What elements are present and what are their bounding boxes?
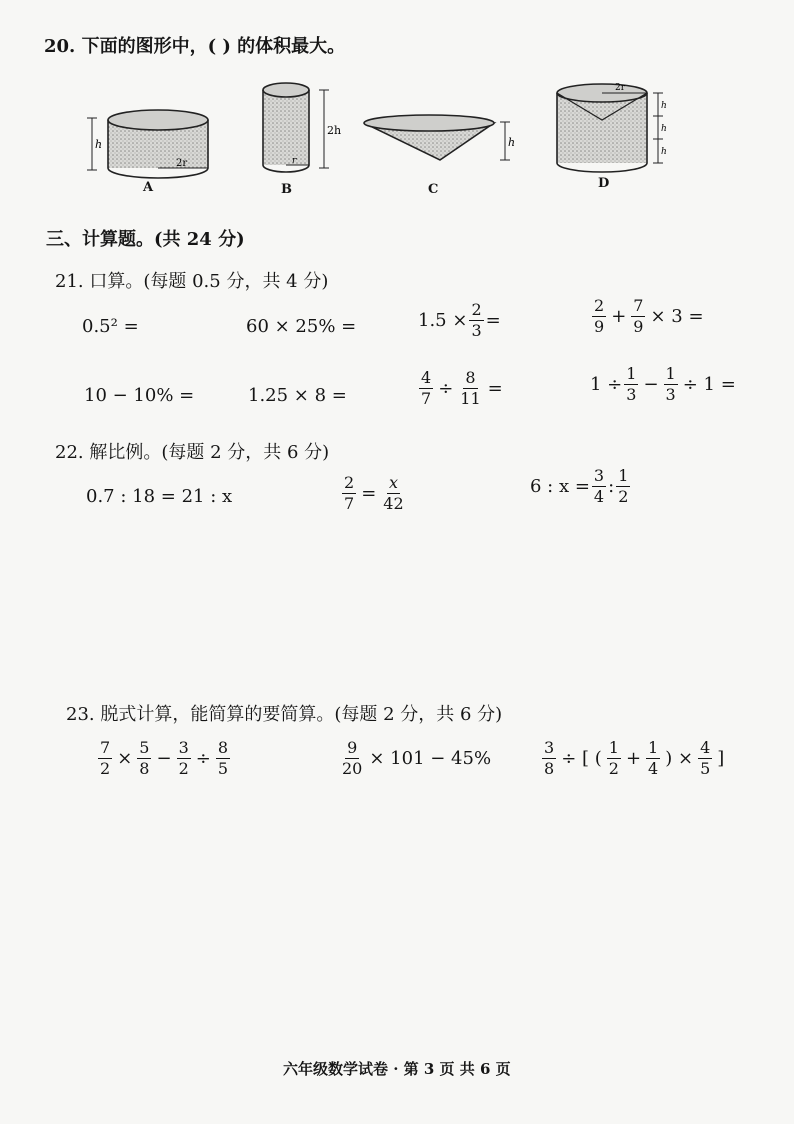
q21-expr-8: 1 ÷ $\frac{1}{3}$ − $\frac{1}{3}$ ÷ 1 = <box>590 364 736 404</box>
svg-text:h: h <box>661 147 667 157</box>
shape-d-label: D <box>598 176 610 191</box>
q21-title: 21. 口算。(每题 0.5 分，共 4 分) <box>55 271 329 292</box>
q22-title: 22. 解比例。(每题 2 分，共 6 分) <box>55 442 330 463</box>
svg-text:2r: 2r <box>615 83 626 93</box>
q20-shapes <box>80 78 680 208</box>
section-3-title: 三、计算题。(共 24 分) <box>46 229 245 250</box>
q21-expr-7: $\frac{4}{7}$ ÷ $\frac{8}{11}$ = <box>421 368 503 408</box>
page-footer: 六年级数学试卷 · 第 3 页 共 6 页 <box>283 1060 511 1078</box>
svg-text:h: h <box>95 138 103 151</box>
q22-expr-2: $\frac{2}{7}$ = $\frac{x}{42}$ <box>344 473 404 513</box>
shape-a-label: A <box>143 180 154 195</box>
q21-expr-2: 60 × 25% = <box>246 316 357 337</box>
cylinder-d <box>557 83 667 172</box>
q23-expr-1: $\frac{7}{2}$ × $\frac{5}{8}$ − $\frac{3}{2}$ ÷ $\frac{8}{5}$ <box>100 738 229 778</box>
q21-expr-6: 1.25 × 8 = <box>248 385 347 406</box>
shape-c-label: C <box>428 182 439 197</box>
cylinder-a <box>87 110 208 178</box>
svg-text:r: r <box>292 156 297 166</box>
svg-text:h: h <box>508 136 516 149</box>
q22-expr-3: 6 : x = $\frac{3}{4}$ : $\frac{1}{2}$ <box>530 466 629 506</box>
q21-expr-5: 10 − 10% = <box>84 385 195 406</box>
cylinder-b <box>263 83 341 172</box>
q22-expr-1: 0.7 : 18 = 21 : x <box>86 486 233 507</box>
cone-c <box>364 115 515 160</box>
q23-expr-3: $\frac{3}{8}$ ÷ [ ( $\frac{1}{2}$ + $\frac{1}{4}$ ) × $\frac{4}{5}$ ] <box>544 738 725 778</box>
svg-text:2h: 2h <box>327 124 342 137</box>
q23-expr-2: $\frac{9}{20}$ × 101 − 45% <box>342 738 492 778</box>
shape-b-label: B <box>281 182 292 197</box>
q20-text: 20. 下面的图形中，( ) 的体积最大。 <box>44 36 346 57</box>
q21-expr-1: 0.5² = <box>82 316 139 337</box>
q23-title: 23. 脱式计算，能简算的要简算。(每题 2 分，共 6 分) <box>66 704 503 725</box>
q21-expr-3: 1.5 × $\frac{2}{3}$ = <box>418 300 501 340</box>
q21-expr-4: $\frac{2}{9}$ + $\frac{7}{9}$ × 3 = <box>594 296 704 336</box>
svg-text:h: h <box>661 124 667 134</box>
svg-text:h: h <box>661 101 667 111</box>
svg-text:2r: 2r <box>176 158 188 169</box>
